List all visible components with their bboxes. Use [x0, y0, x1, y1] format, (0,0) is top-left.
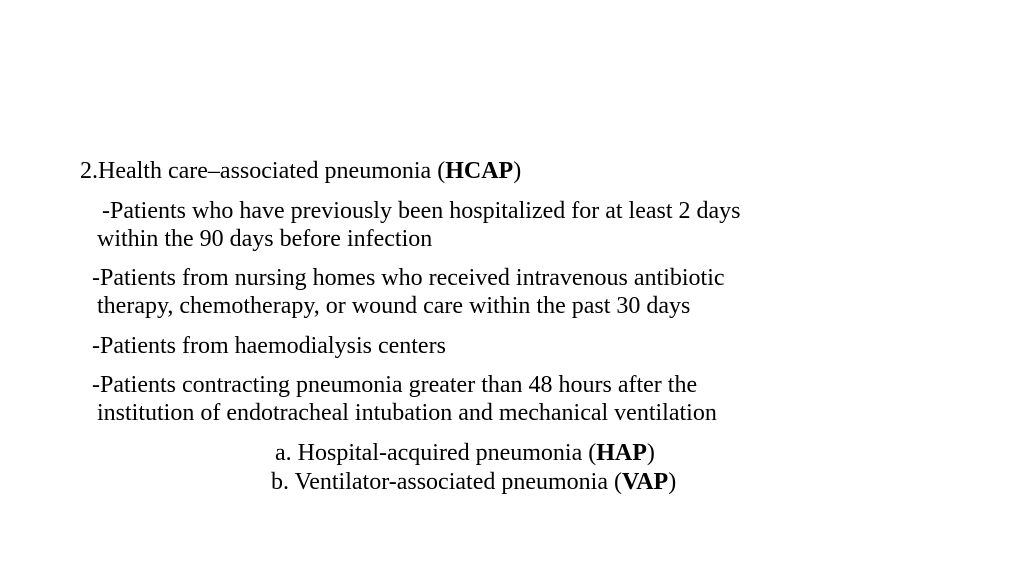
criterion-4-line-2: institution of endotracheal intubation and mechanical ventilation — [97, 400, 717, 426]
criterion-1-line-1: -Patients who have previously been hospitalized for at least 2 days — [102, 198, 741, 224]
heading-suffix: ) — [513, 158, 522, 184]
criterion-4-line-1: -Patients contracting pneumonia greater than 48 hours after the — [92, 372, 698, 398]
subtype-hap-acronym: HAP — [596, 440, 647, 466]
heading-acronym: HCAP — [445, 158, 514, 184]
criterion-3-line-1: -Patients from haemodialysis centers — [92, 333, 446, 359]
criterion-2-line-2: therapy, chemotherapy, or wound care within the past 30 days — [97, 293, 691, 319]
subtype-vap — [271, 468, 676, 496]
subtype-hap-suffix: ) — [646, 440, 655, 466]
heading-prefix: 2.Health care–associated pneumonia ( — [80, 158, 446, 184]
heading-hcap — [80, 157, 521, 185]
subtype-vap-acronym: VAP — [621, 469, 669, 495]
criterion-2-line-1: -Patients from nursing homes who received intravenous antibiotic — [92, 265, 725, 291]
subtype-vap-suffix: ) — [668, 469, 677, 495]
subtype-hap-prefix: a. Hospital-acquired pneumonia ( — [275, 440, 597, 466]
criterion-1-line-2: within the 90 days before infection — [97, 226, 433, 252]
subtype-vap-prefix: b. Ventilator-associated pneumonia ( — [271, 469, 622, 495]
subtype-hap — [275, 439, 655, 467]
